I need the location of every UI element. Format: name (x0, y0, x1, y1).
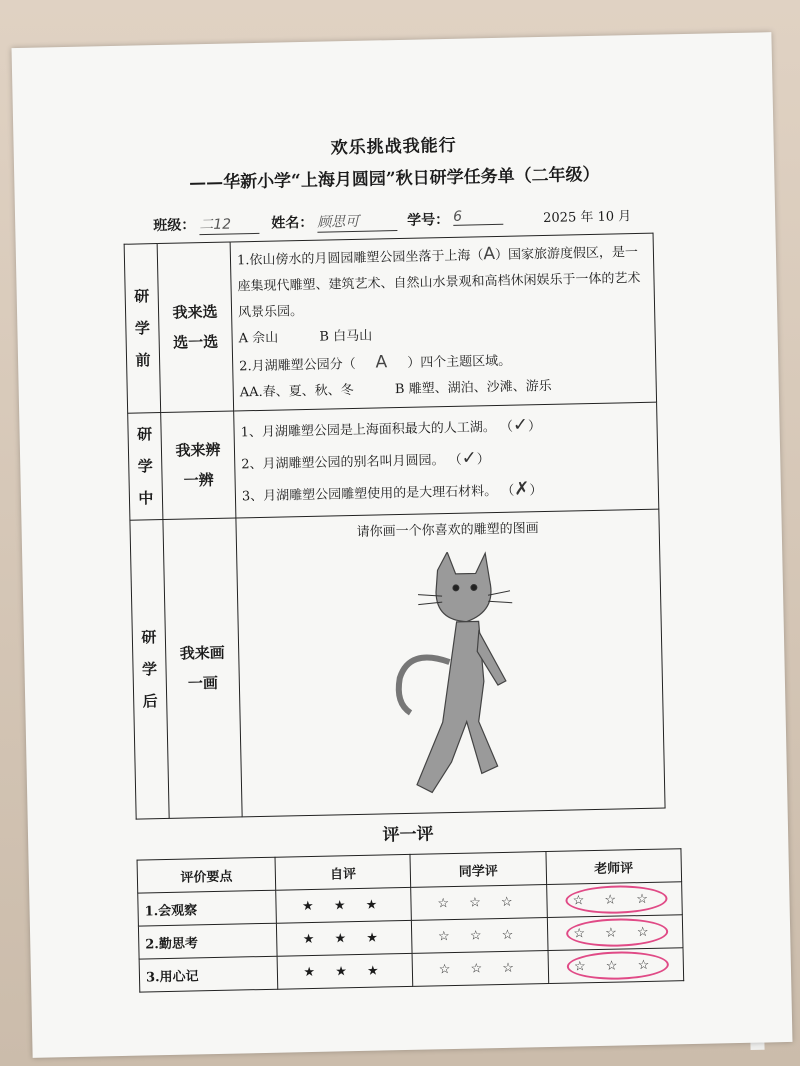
task-line: 一画 (187, 673, 219, 693)
stage-char: 研 (134, 287, 150, 306)
evaluation-table (137, 848, 685, 992)
name-value: 顾思可 (317, 210, 397, 233)
statement-2: 2、月湖雕塑公园的别名叫月圆园。 （✓） (241, 447, 490, 473)
stage-char: 研 (141, 628, 157, 647)
stage-char: 学 (134, 319, 151, 338)
worksheet-subtitle: ——华新小学“上海月圆园”秋日研学任务单（二年级） (188, 164, 600, 194)
question-2-text: 2.月湖雕塑公园分（ (239, 356, 356, 375)
teacher-stars: ☆ ☆ ☆ (572, 891, 657, 909)
task-during (161, 411, 236, 520)
worksheet-title: 欢乐挑战我能行 (330, 135, 457, 159)
statement-mark: ✗ (514, 478, 530, 500)
name-label: 姓名： (271, 214, 314, 232)
choice-questions (230, 233, 656, 411)
question-2-options: AA.春、夏、秋、冬 B 雕塑、湖泊、沙滩、游乐 (239, 378, 552, 401)
header-item: 评价要点 (137, 857, 276, 893)
class-label: 班级： (153, 217, 196, 235)
statement-1: 1、月湖雕塑公园是上海面积最大的人工湖。 （✓） (240, 414, 542, 441)
stage-char: 中 (138, 489, 154, 508)
stage-char: 学 (141, 660, 158, 679)
section-after (130, 509, 665, 819)
section-before (124, 233, 656, 413)
task-table (124, 233, 666, 820)
self-stars: ★ ★ ★ (276, 887, 412, 923)
evaluation-item: 1.会观察 (138, 890, 277, 926)
teacher-stars-cell (547, 915, 683, 951)
header-teacher: 老师评 (546, 849, 682, 885)
section-during (128, 402, 659, 520)
teacher-ring-mark (566, 951, 669, 981)
statement-text: 3、月湖雕塑公园雕塑使用的是大理石材料。 (241, 483, 498, 505)
student-id-label: 学号： (407, 211, 450, 229)
judge-statements (234, 402, 659, 518)
statement-text: 1、月湖雕塑公园是上海面积最大的人工湖。 (240, 420, 496, 441)
stage-during (128, 413, 163, 521)
teacher-ring-mark (566, 918, 669, 948)
self-stars: ★ ★ ★ (276, 920, 412, 956)
drawing-area (236, 509, 665, 817)
question-1-answer: A (483, 243, 496, 265)
question-1-rest: ）国家旅游度假区，是一座集现代雕塑、建筑艺术、自然山水景观和高档休闲娱乐于一体的艺术风景乐园。 (237, 244, 641, 321)
statement-mark: ✓ (512, 414, 529, 436)
student-id-value: 6 (453, 208, 503, 226)
statement-mark: ✓ (461, 447, 477, 469)
question-2-answer: A (375, 352, 388, 373)
teacher-stars-cell (546, 882, 682, 918)
stage-before (124, 244, 161, 414)
teacher-stars: ☆ ☆ ☆ (573, 924, 657, 942)
stage-char: 学 (137, 457, 153, 476)
question-1 (237, 238, 649, 327)
question-1-text: 1.依山傍水的月圆园雕塑公园坐落于上海（ (236, 248, 484, 269)
teacher-stars-cell (548, 948, 684, 984)
statement-3: 3、月湖雕塑公园雕塑使用的是大理石材料。 （✗） (241, 478, 543, 505)
cat-drawing (377, 549, 582, 803)
task-after (163, 518, 242, 818)
peer-stars: ☆ ☆ ☆ (411, 885, 547, 921)
task-line: 选一选 (173, 332, 219, 352)
task-before (157, 242, 234, 412)
stage-char: 后 (142, 692, 158, 711)
evaluation-item: 2.勤思考 (138, 923, 277, 959)
stage-char: 研 (136, 425, 153, 444)
statement-text: 2、月湖雕塑公园的别名叫月圆园。 (241, 453, 445, 473)
task-line: 我来辨 (175, 440, 221, 460)
drawing-prompt: 请你画一个你喜欢的雕塑的图画 (356, 521, 539, 540)
header-self: 自评 (275, 854, 411, 890)
date-text: 2025 年 10 月 (543, 209, 632, 226)
stage-char: 前 (135, 351, 151, 370)
task-line: 我来画 (179, 643, 225, 663)
question-2-rest: ）四个主题区域。 (407, 353, 512, 371)
worksheet-paper (12, 32, 793, 1058)
class-value: 二12 (199, 213, 259, 235)
evaluation-item: 3.用心记 (139, 956, 278, 992)
task-line: 一辨 (183, 470, 214, 490)
evaluation-title: 评一评 (382, 824, 434, 846)
peer-stars: ☆ ☆ ☆ (412, 918, 548, 954)
self-stars: ★ ★ ★ (277, 953, 413, 989)
teacher-stars: ☆ ☆ ☆ (573, 957, 658, 975)
task-line: 我来选 (172, 302, 218, 322)
peer-stars: ☆ ☆ ☆ (412, 951, 548, 987)
header-peer: 同学评 (410, 852, 546, 888)
teacher-ring-mark (565, 885, 668, 915)
question-1-options: A 佘山 B 白马山 (238, 328, 373, 347)
